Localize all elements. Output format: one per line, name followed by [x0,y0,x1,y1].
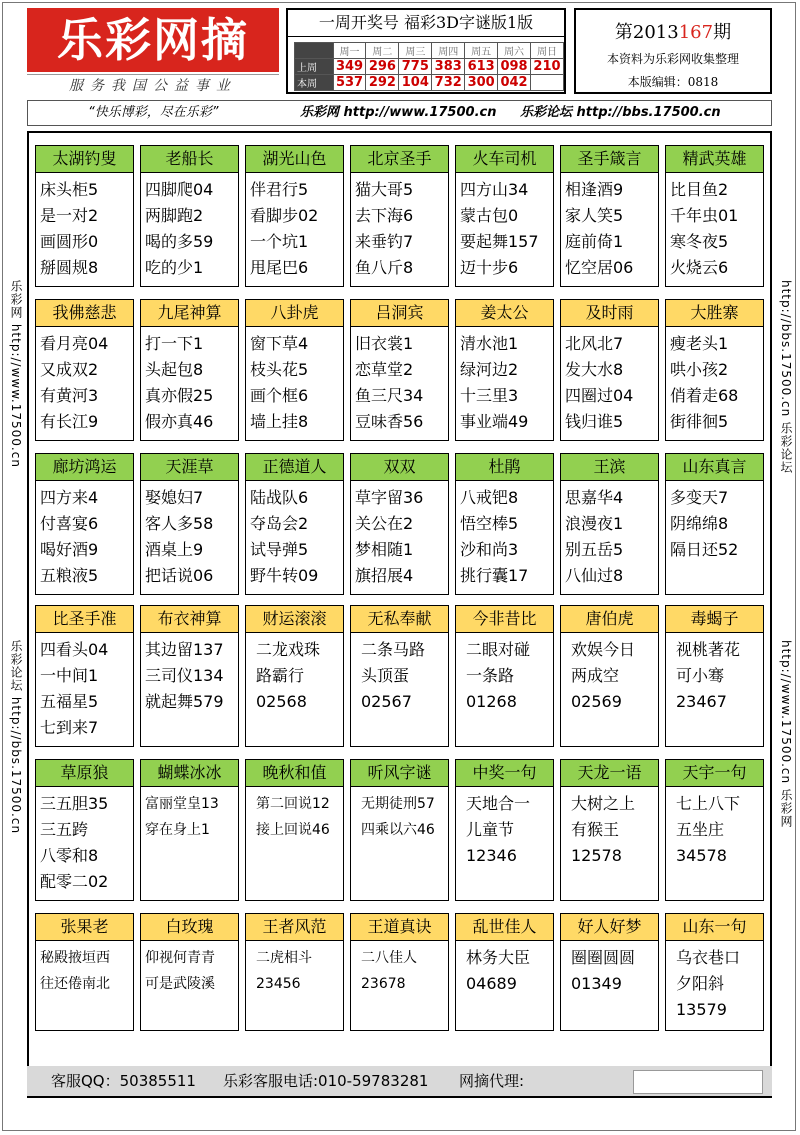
riddle-line: 12346 [466,846,517,865]
riddle-line: 四方山34 [460,180,529,199]
riddle-line: 二条马路 [361,640,426,659]
riddle-line: 八仙过8 [565,566,624,585]
site-link-main[interactable]: 乐彩网 http://www.17500.cn [300,105,497,120]
riddle-line: 四圈过04 [565,386,634,405]
riddle-line: 林务大臣 [466,948,531,967]
riddle-card [35,299,134,441]
riddle-line: 多变天7 [670,488,729,507]
riddle-card-title: 王道真诀 [351,914,448,941]
day-label: 周四 [432,43,465,59]
draw-number: 210 [531,59,564,75]
riddle-card [140,453,239,595]
riddle-card-title: 山东一句 [666,914,763,941]
riddle-line: 来垂钓7 [355,232,414,251]
riddle-line: 关公在2 [355,514,414,533]
draw-number: 775 [399,59,432,75]
riddle-line: 天地合一 [466,794,531,813]
riddle-line: 就起舞579 [145,692,224,711]
riddle-card [140,759,239,901]
riddle-card-title: 杜鹃 [456,454,553,481]
side-text-right-top: http://bbs.17500.cn 乐彩论坛 [779,280,793,475]
riddle-line: 23467 [676,692,727,711]
riddle-line: 02568 [256,692,307,711]
riddle-card [560,453,659,595]
footer-qq: 客服QQ：50385511 [51,1072,196,1090]
riddle-line: 清水池1 [460,334,519,353]
riddle-line: 五坐庄 [676,820,725,839]
riddle-card-title: 草原狼 [36,760,133,787]
riddle-card-title: 天龙一语 [561,760,658,787]
riddle-card [245,759,344,901]
riddle-line: 01268 [466,692,517,711]
agent-blank-field [633,1070,763,1094]
issue-source: 本资料为乐彩网收集整理 [606,52,739,66]
riddle-card-title: 正德道人 [246,454,343,481]
issue-suffix: 期 [713,22,732,43]
riddle-line: 头起包8 [145,360,204,379]
footer-bar [27,1066,772,1096]
riddle-line: 别五岳5 [565,540,624,559]
riddle-card-title: 大胜寨 [666,300,763,327]
riddle-line: 两成空 [571,666,620,685]
day-label: 周一 [333,43,366,59]
draw-results-box [286,8,566,94]
riddle-card-title: 及时雨 [561,300,658,327]
riddle-line: 假亦真46 [145,412,214,431]
riddle-line: 去下海6 [355,206,414,225]
riddle-line: 街徘徊5 [670,412,729,431]
riddle-card [665,759,764,901]
riddle-card [560,299,659,441]
riddle-card-title: 张果老 [36,914,133,941]
draw-number: 104 [399,75,432,91]
riddle-card [455,145,554,287]
riddle-card-title: 双双 [351,454,448,481]
riddle-line: 可是武陵溪 [145,976,215,992]
riddle-card [350,605,449,747]
draw-number: 537 [333,75,366,91]
side-text-right-bottom: http://www.17500.cn 乐彩网 [779,640,793,828]
day-label: 周六 [498,43,531,59]
draw-number: 292 [366,75,399,91]
riddle-card [455,605,554,747]
riddle-line: 又成双2 [40,360,99,379]
this-week-row [295,75,564,91]
riddle-card [245,605,344,747]
riddle-line: 蒙古包0 [460,206,519,225]
riddle-line: 有黄河3 [40,386,99,405]
draw-number: 732 [432,75,465,91]
riddle-line: 接上回说46 [256,822,330,838]
issue-number: 167 [678,22,714,43]
riddle-card-title: 乱世佳人 [456,914,553,941]
riddle-card [560,913,659,1031]
riddle-line: 圈圈圆圆 [571,948,636,967]
riddle-line: 旧衣裳1 [355,334,414,353]
riddle-line: 路霸行 [256,666,305,685]
riddle-line: 大树之上 [571,794,636,813]
riddle-line: 其边留137 [145,640,224,659]
riddle-card [665,605,764,747]
riddle-line: 思嘉华4 [565,488,624,507]
riddle-line: 火烧云6 [670,258,729,277]
riddle-line: 北风北7 [565,334,624,353]
riddle-card-title: 姜太公 [456,300,553,327]
riddle-card-title: 王滨 [561,454,658,481]
riddle-line: 喝好酒9 [40,540,99,559]
riddle-line: 往还倦南北 [40,976,110,992]
riddle-line: 画个框6 [250,386,309,405]
riddle-line: 仰视何青青 [145,950,215,966]
logo: 乐彩网摘 [27,8,279,72]
riddle-line: 穿在身上1 [145,822,210,838]
side-text-left-top: 乐彩网 http://www.17500.cn [9,280,23,468]
riddle-line: 吃的少1 [145,258,204,277]
riddle-line: 真亦假25 [145,386,214,405]
riddle-line: 一个坑1 [250,232,309,251]
riddle-line: 四乘以六46 [361,822,435,838]
draw-results-table [294,42,564,91]
riddle-line: 23678 [361,976,406,992]
riddle-line: 瘦老头1 [670,334,729,353]
riddle-line: 隔日还52 [670,540,739,559]
riddle-line: 恋草堂2 [355,360,414,379]
riddle-line: 视桃著花 [676,640,741,659]
riddle-line: 七上八下 [676,794,741,813]
riddle-line: 千年虫01 [670,206,739,225]
riddle-line: 试导弹5 [250,540,309,559]
day-label: 周五 [465,43,498,59]
footer-agent: 网摘代理: [459,1072,525,1090]
riddle-line: 四方来4 [40,488,99,507]
riddle-line: 看月亮04 [40,334,109,353]
riddle-line: 头顶蛋 [361,666,410,685]
day-label: 周三 [399,43,432,59]
riddle-line: 一条路 [466,666,515,685]
riddle-card [245,145,344,287]
riddle-card-title: 吕洞宾 [351,300,448,327]
riddle-line: 34578 [676,846,727,865]
row-label: 上周 [295,59,334,75]
riddle-card-title: 比圣手准 [36,606,133,633]
riddle-line: 三司仪134 [145,666,224,685]
riddle-line: 夕阳斜 [676,974,725,993]
riddle-card [350,145,449,287]
riddle-line: 浪漫夜1 [565,514,624,533]
riddle-line: 酒桌上9 [145,540,204,559]
riddle-line: 要起舞157 [460,232,539,251]
day-label: 周日 [531,43,564,59]
riddle-card-title: 蝴蝶冰冰 [141,760,238,787]
riddle-line: 迈十步6 [460,258,519,277]
riddle-line: 娶媳妇7 [145,488,204,507]
riddle-line: 二虎相斗 [256,950,312,966]
riddle-card [140,145,239,287]
corner-cell [295,43,334,59]
riddle-line: 哄小孩2 [670,360,729,379]
riddle-card-title: 老船长 [141,146,238,173]
riddle-card-title: 天涯草 [141,454,238,481]
riddle-line: 钱归谁5 [565,412,624,431]
draw-results-title: 一周开奖号 福彩3D字谜版1版 [288,10,564,37]
riddle-line: 四脚爬04 [145,180,214,199]
issue-prefix: 第2013 [614,22,679,43]
riddle-line: 八零和8 [40,846,99,865]
draw-number: 383 [432,59,465,75]
riddle-card [35,145,134,287]
riddle-card-title: 晚秋和值 [246,760,343,787]
riddle-line: 04689 [466,974,517,993]
riddle-line: 野牛转09 [250,566,319,585]
riddle-card-title: 精武英雄 [666,146,763,173]
riddle-card-title: 我佛慈悲 [36,300,133,327]
footer-phone: 乐彩客服电话:010-59783281 [223,1072,429,1090]
riddle-card-title: 廊坊鸿运 [36,454,133,481]
riddle-line: 可小骞 [676,666,725,685]
draw-number: 349 [333,59,366,75]
riddle-line: 旗招展4 [355,566,414,585]
riddle-card-title: 毒蝎子 [666,606,763,633]
riddle-card [560,605,659,747]
riddle-line: 有长江9 [40,412,99,431]
riddle-card [665,453,764,595]
riddle-line: 俏着走68 [670,386,739,405]
riddle-line: 一中间1 [40,666,99,685]
riddle-line: 打一下1 [145,334,204,353]
riddle-card-title: 北京圣手 [351,146,448,173]
riddle-line: 事业端49 [460,412,529,431]
draw-number: 300 [465,75,498,91]
riddle-line: 豆味香56 [355,412,424,431]
riddle-card-title: 中奖一句 [456,760,553,787]
slogan-quote: “快乐博彩，尽在乐彩” [88,105,219,120]
riddle-card-title: 圣手箴言 [561,146,658,173]
riddle-card-title: 财运滚滚 [246,606,343,633]
riddle-line: 发大水8 [565,360,624,379]
riddle-line: 富丽堂皇13 [145,796,219,812]
riddle-line: 客人多58 [145,514,214,533]
riddle-line: 三五胆35 [40,794,109,813]
riddle-line: 是一对2 [40,206,99,225]
riddle-line: 二眼对碰 [466,640,531,659]
days-row [295,43,564,59]
riddle-line: 绿河边2 [460,360,519,379]
day-label: 周二 [366,43,399,59]
riddle-line: 家人笑5 [565,206,624,225]
riddle-card [560,759,659,901]
riddle-line: 陆战队6 [250,488,309,507]
riddle-line: 枝头花5 [250,360,309,379]
riddle-line: 床头柜5 [40,180,99,199]
riddle-card-title: 八卦虎 [246,300,343,327]
issue-editor: 本版编辑：0818 [627,75,719,89]
riddle-line: 草字留36 [355,488,424,507]
riddle-line: 鱼八斤8 [355,258,414,277]
riddle-line: 忆空居06 [565,258,634,277]
riddle-card [350,299,449,441]
riddle-line: 两脚跑2 [145,206,204,225]
riddle-line: 五粮液5 [40,566,99,585]
riddle-card [245,299,344,441]
riddle-line: 寒冬夜5 [670,232,729,251]
riddle-card [35,913,134,1031]
riddle-line: 阴绵绵8 [670,514,729,533]
riddle-card [245,453,344,595]
riddle-line: 四看头04 [40,640,109,659]
riddle-line: 掰圆规8 [40,258,99,277]
riddle-card-title: 九尾神算 [141,300,238,327]
draw-number [531,75,564,91]
riddle-line: 欢娱今日 [571,640,636,659]
draw-number: 613 [465,59,498,75]
riddle-line: 比目鱼2 [670,180,729,199]
draw-number: 098 [498,59,531,75]
riddle-line: 八戒钯8 [460,488,519,507]
slogan-bar [27,100,772,126]
riddle-card-title: 太湖钓叟 [36,146,133,173]
riddle-line: 七到来7 [40,718,99,737]
riddle-card [35,453,134,595]
riddle-line: 庭前倚1 [565,232,624,251]
riddle-line: 猫大哥5 [355,180,414,199]
riddle-line: 秘殿掖垣西 [40,950,110,966]
riddle-card [455,299,554,441]
riddle-line: 喝的多59 [145,232,214,251]
riddle-line: 01349 [571,974,622,993]
riddle-line: 悟空棒5 [460,514,519,533]
riddle-line: 二八佳人 [361,950,417,966]
riddle-line: 甩尾巴6 [250,258,309,277]
riddle-line: 乌衣巷口 [676,948,741,967]
riddle-line: 相逢酒9 [565,180,624,199]
riddle-line: 夺岛会2 [250,514,309,533]
riddle-line: 13579 [676,1000,727,1019]
riddle-line: 第二回说12 [256,796,330,812]
riddle-card [665,299,764,441]
riddle-line: 把话说06 [145,566,214,585]
riddle-card-title: 火车司机 [456,146,553,173]
riddle-card-title: 无私奉献 [351,606,448,633]
riddle-card-title: 天宇一句 [666,760,763,787]
riddle-card [350,913,449,1031]
riddle-line: 伴君行5 [250,180,309,199]
riddle-card [140,913,239,1031]
riddle-line: 02567 [361,692,412,711]
riddle-line: 画圆形0 [40,232,99,251]
riddle-line: 十三里3 [460,386,519,405]
riddle-card-title: 今非昔比 [456,606,553,633]
riddle-line: 儿童节 [466,820,515,839]
riddle-card [140,299,239,441]
riddle-line: 三五跨 [40,820,89,839]
riddle-card-title: 布衣神算 [141,606,238,633]
riddle-card [455,913,554,1031]
riddle-line: 配零二02 [40,872,109,891]
riddle-card [455,759,554,901]
riddle-card-title: 王者风范 [246,914,343,941]
riddle-card [665,913,764,1031]
riddle-card [35,605,134,747]
riddle-line: 墙上挂8 [250,412,309,431]
issue-box [574,8,772,94]
riddle-card [455,453,554,595]
riddle-line: 12578 [571,846,622,865]
riddle-line: 窗下草4 [250,334,309,353]
riddle-line: 鱼三尺34 [355,386,424,405]
riddle-card-title: 听风字谜 [351,760,448,787]
riddle-card [665,145,764,287]
site-link-forum[interactable]: 乐彩论坛 http://bbs.17500.cn [520,105,721,120]
riddle-card-title: 白玫瑰 [141,914,238,941]
logo-subtitle: 服务我国公益事业 [27,74,279,97]
riddle-card [350,759,449,901]
riddle-card [140,605,239,747]
riddle-card-title: 唐伯虎 [561,606,658,633]
riddle-card [35,759,134,901]
riddle-line: 梦相随1 [355,540,414,559]
riddle-grid [27,131,772,1098]
riddle-card [245,913,344,1031]
riddle-line: 看脚步02 [250,206,319,225]
riddle-line: 沙和尚3 [460,540,519,559]
riddle-line: 付喜宴6 [40,514,99,533]
draw-number: 296 [366,59,399,75]
riddle-line: 02569 [571,692,622,711]
riddle-card-title: 湖光山色 [246,146,343,173]
riddle-line: 有猴王 [571,820,620,839]
riddle-line: 五福星5 [40,692,99,711]
riddle-card [350,453,449,595]
riddle-line: 二龙戏珠 [256,640,321,659]
last-week-row [295,59,564,75]
riddle-line: 无期徒刑57 [361,796,435,812]
riddle-line: 挑行囊17 [460,566,529,585]
riddle-card [560,145,659,287]
riddle-card-title: 山东真言 [666,454,763,481]
riddle-line: 23456 [256,976,301,992]
draw-number: 042 [498,75,531,91]
side-text-left-bottom: 乐彩论坛 http://bbs.17500.cn [9,640,23,835]
riddle-card-title: 好人好梦 [561,914,658,941]
issue-title [576,18,770,44]
row-label: 本周 [295,75,334,91]
